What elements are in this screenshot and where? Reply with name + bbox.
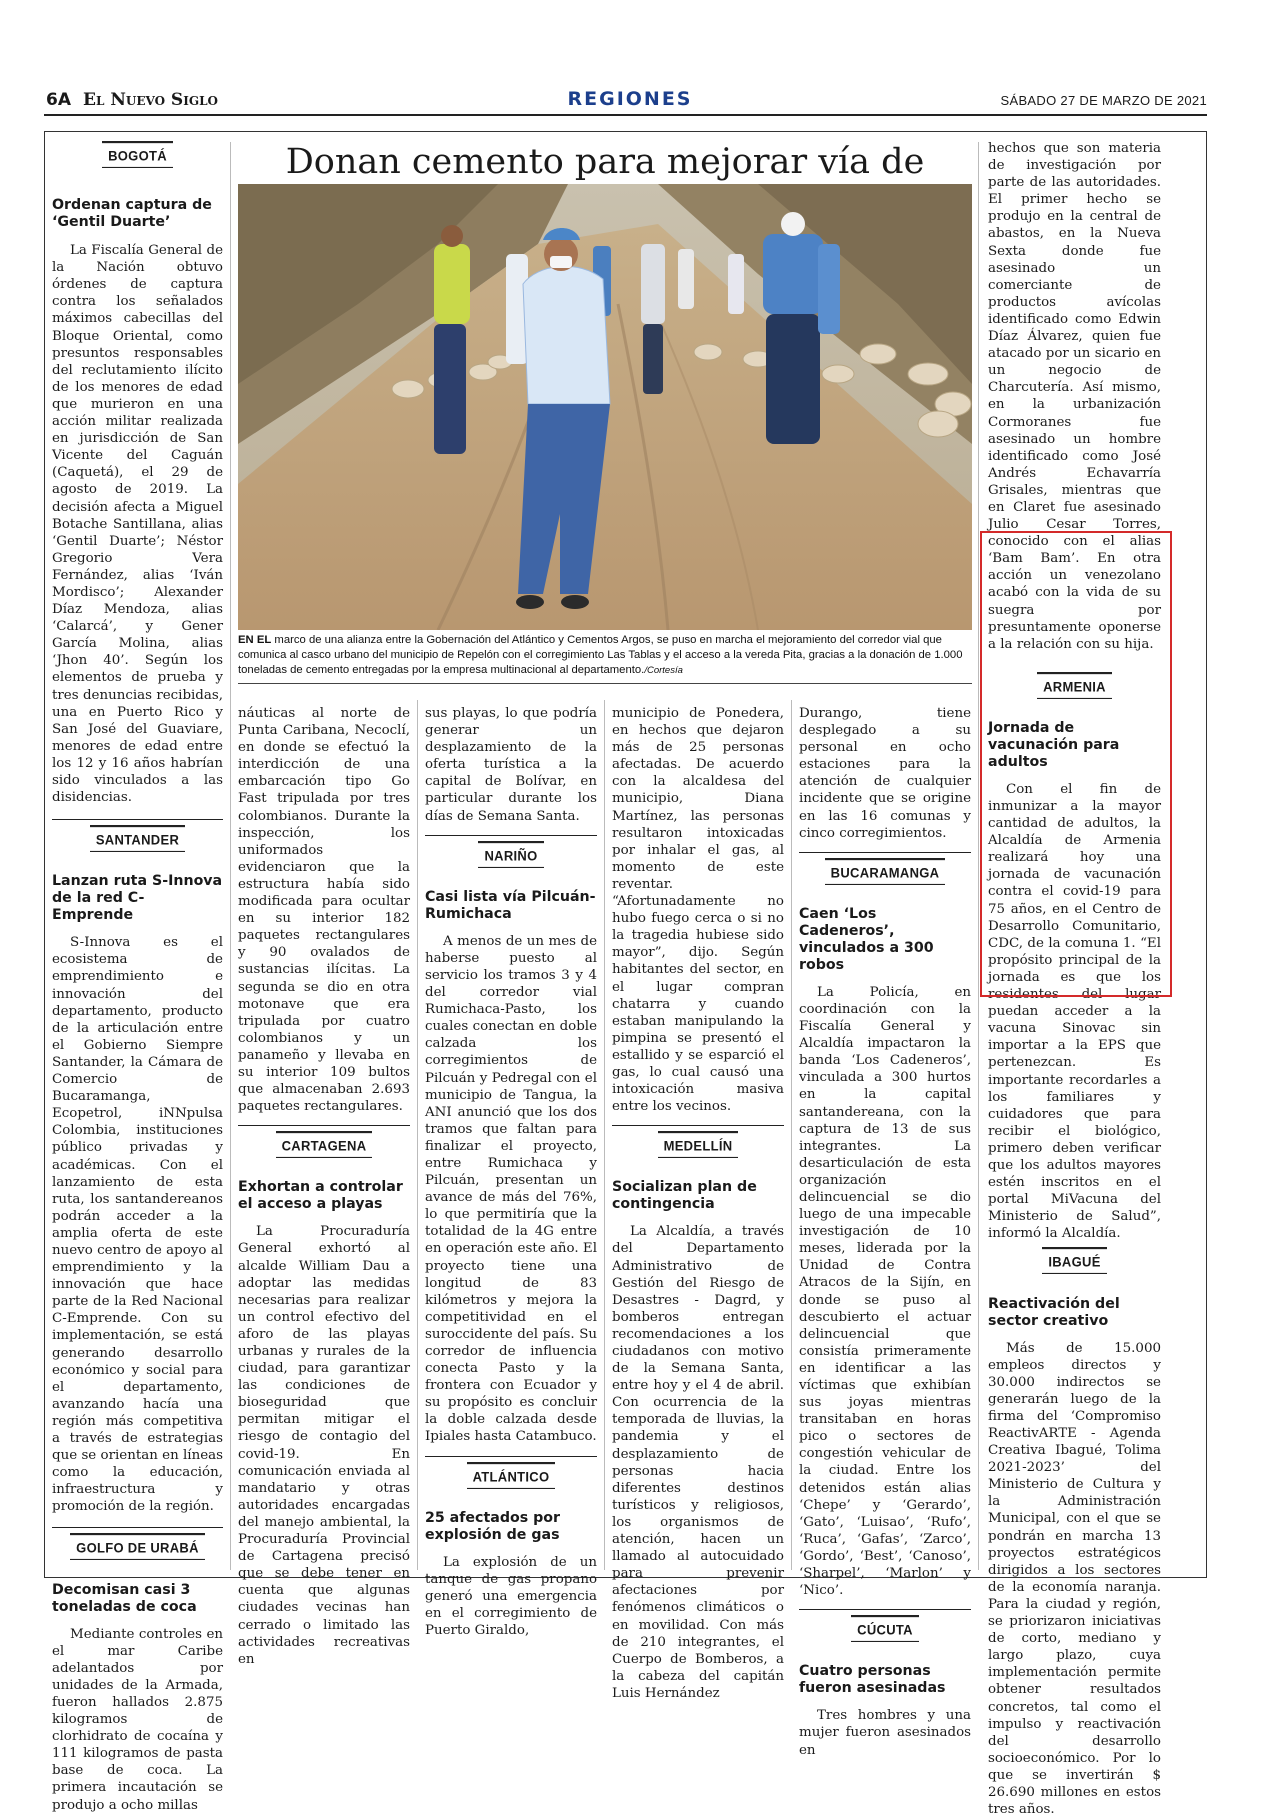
headline-armenia: Jornada de vacunación para adultos [988,719,1120,770]
header-rule [44,114,1207,116]
section-santander: SANTANDER [52,826,223,851]
article-medellin: La Alcaldía, a través del Departamento Administrativo de Gestión del Riesgo de Desastres - Dagrd, y bomberos entregan recomendaciones a los ciudadanos con motivo de la Semana Santa, entre hoy y el 4 de abril. Con ocurrencia de la temporada de lluvias, la pandemia y el desplazamiento de personas hacia diferentes destinos turísticos y religiosos, los organismos de atención, hacen un llamado al autocuidado para prevenir afectaciones por fenómenos climáticos o en movilidad. Con más de 210 integrantes, el Cuerpo de Bomberos, a la cabeza del capitán Luis Hernández [612,1224,784,1701]
column-rule [978,142,979,1570]
headline-santander: Lanzan ruta S-Innova de la red C-Emprende [52,873,223,924]
section-uraba: GOLFO DE URABÁ [52,1534,223,1559]
headline-cartagena: Exhortan a controlar el acceso a playas [238,1179,403,1213]
headline-bogota: Ordenan captura de ‘Gentil Duarte’ [52,197,212,231]
page-number: 6A [46,90,71,110]
article-santander: S-Innova es el ecosistema de emprendimiento e innovación del departamento, producto de la articulación entre el Gobierno Siempre Santander, la Cámara de Comercio de Bucaramanga, Ecopetrol, iNNpulsa Colombia, instituciones público privadas y académicas. Con el lanzamiento de esta ruta, los santandereanos podrán acceder a la amplia oferta de este nuevo centro de apoyo al emprendimiento y la innovación que hace parte de la Red Nacional C-Emprende. Con su implementación, se está generando desarrollo económico y social para el departamento, avanzando hacía una región más competitiva a través de estrategias que se orientan en líneas como la educación, infraestructura y promoción de la región. [52,935,223,1515]
section-cartagena: CARTAGENA [238,1132,410,1157]
column-rule [604,700,605,1570]
caption-lead: EN EL [238,634,272,646]
column-1 [52,142,223,1814]
photo-caption [238,633,972,678]
column-5 [799,705,971,1759]
main-photo [238,184,972,630]
masthead [46,90,218,110]
article-cucuta: Tres hombres y una mujer fueron asesinados en [799,1708,971,1758]
article-atlantico-continued: municipio de Ponedera, en hechos que dejaron más de 25 personas afectadas. De acuerdo con la alcaldesa del municipio, Diana Martínez, las personas resultaron intoxicadas por inhalar el gas, al momento de este reventar. “Afortunadamente no hubo fuego cerca o si no la tragedia hubiese sido mayor”, dijo. Según habitantes del sector, en el lugar compran chatarra y cuando estaban manipulando la pimpina se presentó el estallido y se esparció el gas, lo cual causó una intoxicación masiva entre los vecinos. [612,706,784,1115]
article-narino: A menos de un mes de haberse puesto al servicio los tramos 3 y 4 del corredor vial Rumichaca-Pasto, los cuales conectan en doble calzada los corregimientos de Pilcuán y Pedregal con el municipio de Tangua, la ANI anunció que los dos tramos que faltan para finalizar el proyecto, entre Rumichaca y Pilcuán, presentan un avance de más del 76%, lo que permitiría que la totalidad de la 4G entre en operación este año. El proyecto tiene una longitud de 83 kilómetros y mejora la competitividad en el suroccidente del país. Su corredor de influencia conecta Pasto y la frontera con Ecuador y su propósito es concluir la doble calzada desde Ipiales hasta Catambuco. [425,933,597,1445]
main-headline: Donan cemento para mejorar vía de [285,142,925,182]
article-cucuta-continued: hechos que son materia de investigación por parte de las autoridades. El primer hecho se produjo en la central de abastos, en la Nueva Sexta donde fue asesinado un comerciante de productos avícolas identificado como Edwin Díaz Álvarez, quien fue atacado por un sicario en un negocio de Charcutería. Así mismo, en la urbanización Cormoranes fue asesinado un hombre identificado como José Andrés Echavarría Grisales, mientras que en Claret fue asesinado Julio Cesar Torres, conocido con el alias ‘Bam Bam’. En otra acción un venezolano acabó con la vida de su suegra por presuntamente oponerse a la relación con su hija. [988,141,1161,652]
article-medellin-continued: Durango, tiene desplegado a su personal en ocho estaciones para la atención de cualquier incidente que se origine en las 16 comunas y cinco corregimientos. [799,706,971,841]
section-name: REGIONES [567,88,693,110]
photo-credit: /Cortesía [644,665,683,676]
article-uraba-continued: náuticas al norte de Punta Caribana, Necoclí, en donde se efectuó la interdicción de una embarcación tipo Go Fast tripulada por tres colombianos. Durante la inspección, los uniformados evidenciaron que la estructura había sido modificada para ocultar en su interior 182 paquetes rectangulares y 90 ovalados de sustancias ilícitas. La segunda se dio en otra motonave que era tripulada por cuatro colombianos y un panameño y llevaba en su interior 109 bultos que almacenaban 2.693 paquetes rectangulares. [238,706,410,1115]
section-ibague: IBAGUÉ [988,1248,1161,1273]
headline-medellin: Socializan plan de contingencia [612,1179,757,1213]
publication-name: El Nuevo Siglo [83,90,218,110]
column-rule [791,700,792,1570]
section-armenia: ARMENIA [988,673,1161,698]
headline-bucaramanga: Caen ‘Los Cadeneros’, vinculados a 300 robos [799,905,934,973]
article-uraba: Mediante controles en el mar Caribe adelantados por unidades de la Armada, fueron hallados 2.875 kilogramos de clorhidrato de cocaína y 111 kilogramos de pasta base de coca. La primera incautación se produjo a ocho millas [52,1626,223,1813]
issue-date: SÁBADO 27 DE MARZO DE 2021 [1000,93,1207,108]
caption-text: marco de una alianza entre la Gobernación del Atlántico y Cementos Argos, se puso en marcha el mejoramiento del corredor vial que comunica al casco urbano del municipio de Repelón con el corregimiento Las Tablas y el acceso a la vereda Pita, gracias a la donación de 1.000 toneladas de cemento entregadas por la empresa multinacional al departamento. [238,634,963,676]
caption-rule [238,683,972,684]
headline-narino: Casi lista vía Pilcuán-Rumichaca [425,888,596,922]
article-ibague: Más de 15.000 empleos directos y 30.000 indirectos se generarán luego de la firma del ‘Compromiso ReactivARTE - Agenda Creativa Ibagué, Tolima 2021-2023’ del Ministerio de Cultura y la Administración Municipal, con el que se pondrán en marcha 13 proyectos estratégicos dirigidos a los sectores de la economía naranja. Para la ciudad y región, se priorizaron iniciativas de corto, mediano y largo plazo, cuya implementación permite obtener resultados concretos, tal como el impulso y reactivación del desarrollo socioeconómico. Por lo que se invertirán $ 26.690 millones en estos tres años. [988,1340,1161,1818]
column-rule [417,700,418,1570]
article-cartagena: La Procuraduría General exhortó al alcalde William Dau a adoptar las medidas necesarias para realizar un control efectivo del aforo de las playas urbanas y rurales de la ciudad, para garantizar las condiciones de bioseguridad que permitan mitigar el riesgo de contagio del covid-19. En comunicación enviada al mandatario y otras autoridades encargadas del manejo ambiental, la Procuraduría Provincial de Cartagena precisó que se debe tener en cuenta que algunas ciudades vecinas han cerrado o limitado las actividades recreativas en [238,1224,410,1667]
headline-atlantico: 25 afectados por explosión de gas [425,1509,561,1543]
section-bogota: BOGOTÁ [52,142,223,167]
section-medellin: MEDELLÍN [612,1132,784,1157]
headline-ibague: Reactivación del sector creativo [988,1295,1120,1329]
headline-cucuta: Cuatro personas fueron asesinadas [799,1663,946,1697]
section-atlantico: ATLÁNTICO [425,1463,597,1488]
column-2 [238,705,410,1668]
article-armenia: Con el fin de inmunizar a la mayor cantidad de adultos, la Alcaldía de Armenia realizará hoy una jornada de vacunación contra el covid-19 para 75 años, en el Centro de Desarrollo Comunitario, CDC, de la comuna 1. “El propósito principal de la jornada es que los residentes del lugar puedan acceder a la vacuna Sinovac sin importar a la EPS que pertenezcan. Es importante recordarles a los familiares y cuidadores que para recibir el biológico, primero deben verificar que los adultos mayores estén inscritos en el portal MiVacuna del Ministerio de Salud”, informó la Alcaldía. [988,781,1161,1242]
article-bogota: La Fiscalía General de la Nación obtuvo órdenes de captura contra los señalados máximos cabecillas del Bloque Oriental, como presuntos responsables del reclutamiento ilícito de los menores de edad que murieron en una acción militar realizada en jurisdicción de San Vicente del Caguán (Caquetá), el 29 de agosto de 2019. La decisión afecta a Miguel Botache Santillana, alias ‘Gentil Duarte’; Néstor Gregorio Vera Fernández, alias ‘Iván Mordisco’; Alexander Díaz Mendoza, alias ‘Calarcá’, y Gener García Molina, alias ‘Jhon 40’. Según los elementos de prueba y tres denuncias recibidas, una en Puerto Rico y San José del Guaviare, menores de edad entre los 12 y 16 años habrían sido vinculados a las disidencias. [52,243,223,806]
column-4 [612,705,784,1702]
section-bucaramanga: BUCARAMANGA [799,859,971,884]
armenia-highlight-box [980,531,1172,997]
article-bucaramanga: La Policía, en coordinación con la Fiscalía General y Alcaldía impactaron la banda ‘Los Cadeneros’, vinculada a 300 hurtos en la capital santandereana, con la captura de 13 de sus integrantes. La desarticulación de esta organización delincuencial se dio luego de una impecable investigación de 10 meses, liderada por la Unidad de Contra Atracos de la Sijín, en donde se puso al descubierto el actuar delincuencial que consistía primeramente en identificar a las víctimas que exhibían sus joyas mientras transitaban en horas pico o sectores de congestión vehicular de la ciudad. Entre los detenidos están alias ‘Chepe’ y ‘Gerardo’, ‘Gato’, ‘Luisao’, ‘Rufo’, ‘Ruca’, ‘Gafas’, ‘Zarco’, ‘Gordo’, ‘Best’, ‘Canoso’, ‘Sharpel’, ‘Marlon’ y ‘Nico’. [799,984,971,1599]
section-cucuta: CÚCUTA [799,1616,971,1641]
article-cartagena-continued: sus playas, lo que podría generar un desplazamiento de la oferta turística a la capital de Bolívar, en particular durante los días de Semana Santa. [425,706,597,824]
column-rule [230,142,231,1570]
section-narino: NARIÑO [425,842,597,867]
headline-uraba: Decomisan casi 3 toneladas de coca [52,1581,197,1615]
road-construction-photo [238,184,972,630]
article-atlantico: La explosión de un tanque de gas propano generó una emergencia en el corregimiento de Puerto Giraldo, [425,1554,597,1639]
column-3 [425,705,597,1639]
